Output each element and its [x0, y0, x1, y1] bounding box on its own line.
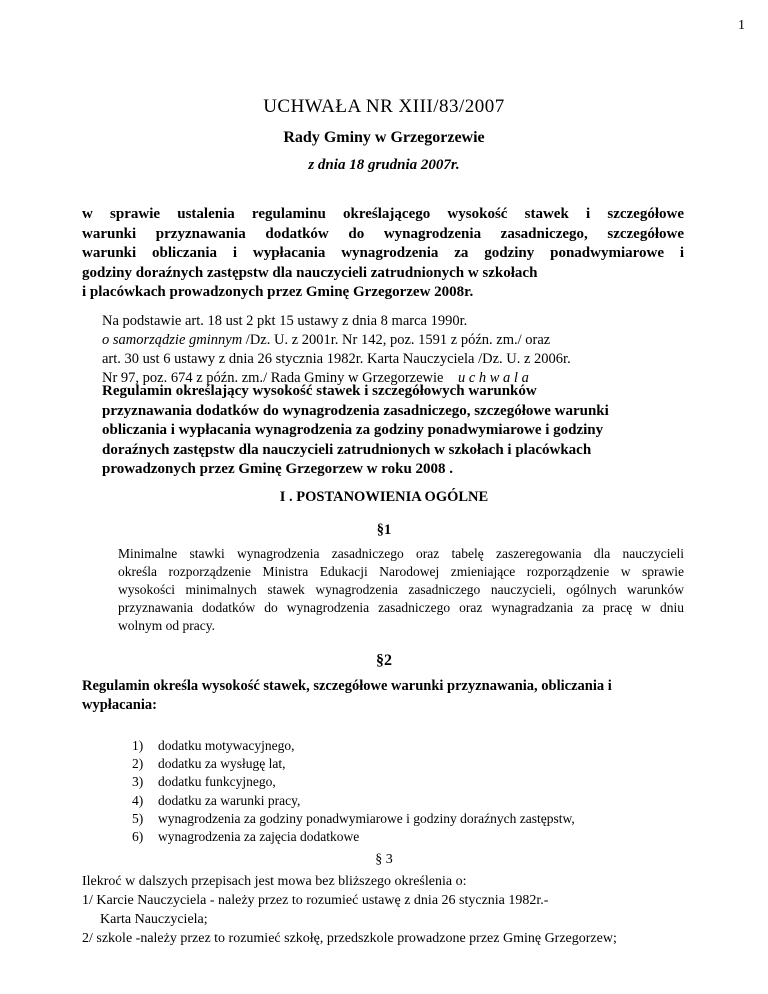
list-item-number: 6) [132, 829, 144, 845]
list-item-text: dodatku funkcyjnego, [158, 774, 276, 790]
regulation-title-line: obliczania i wypłacania wynagrodzenia za godziny ponadwymiarowe i godziny [102, 422, 604, 438]
regulation-title-paragraph [102, 382, 672, 480]
list-item-text: dodatku motywacyjnego, [158, 738, 295, 753]
paragraph-1-title: §1 [376, 522, 392, 538]
page-number: 1 [738, 18, 745, 33]
list-item [132, 828, 692, 846]
subject-paragraph [82, 205, 684, 303]
paragraph-2-title: §2 [376, 652, 392, 669]
list-item [132, 737, 692, 755]
subject-line: i placówkach prowadzonych przez Gminę Grzegorzew 2008r. [82, 284, 474, 300]
subject-line: godziny doraźnych zastępstw dla nauczycieli zatrudnionych w szkołach [82, 264, 538, 281]
regulation-title-line: prowadzonych przez Gminę Grzegorzew w roku 2008 . [102, 461, 454, 477]
legal-basis-citation: Nr 97, poz. 674 z późn. zm./ Rada Gminy w Grzegorzewie [102, 370, 444, 386]
section-heading: I . POSTANOWIENIA OGÓLNE [279, 489, 489, 505]
allowance-list [132, 737, 692, 846]
regulation-title-line: Regulamin określający wysokość stawek i szczegółowych warunków [102, 383, 537, 399]
paragraph-3-title: § 3 [375, 852, 393, 867]
paragraph-2-intro-line: wypłacania: [82, 697, 157, 713]
legal-basis-citation: /Dz. U. z 2001r. Nr 142, poz. 1591 z późn. zm./ oraz [242, 332, 551, 348]
list-item-number: 3) [132, 774, 144, 790]
subject-line: warunki obliczania i wypłacania wynagrodzenia za godziny ponadwymiarowe i [82, 245, 684, 261]
act-name: o samorządzie gminnym [102, 332, 243, 348]
list-item-number: 2) [132, 756, 144, 772]
list-item-number: 5) [132, 810, 144, 826]
paragraph-2-intro-line: Regulamin określa wysokość stawek, szczegółowe warunki przyznawania, obliczania i [82, 678, 612, 694]
paragraph-3-text [82, 872, 722, 948]
paragraph-2-intro [82, 677, 684, 715]
council-name: Rady Gminy w Grzegorzewie [283, 129, 485, 146]
list-item-number: 4) [132, 792, 144, 808]
list-item [132, 773, 692, 791]
paragraph-1-line: wolnym od pracy. [118, 618, 215, 633]
paragraph-1-line: przyznawania dodatków do wynagrodzenia zasadniczego oraz wynagradzania za pracę w dniu [118, 600, 684, 615]
subject-line: warunki przyznawania dodatków do wynagrodzenia zasadniczego, szczegółowe [82, 225, 684, 242]
paragraph-3-line: 2/ szkole -należy przez to rozumieć szkołę, przedszkole prowadzone przez Gminę Grzegorzew; [82, 931, 617, 946]
resolves-word: u c h w a l a [457, 370, 529, 386]
list-item-text: dodatku za warunki pracy, [158, 792, 301, 808]
paragraph-3-line: 1/ Karcie Nauczyciela - należy przez to rozumieć ustawę z dnia 26 stycznia 1982r.- [82, 893, 549, 908]
list-item-text: wynagrodzenia za zajęcia dodatkowe [158, 829, 360, 845]
list-item [132, 810, 692, 828]
list-item-text: dodatku za wysługę lat, [158, 756, 286, 772]
resolution-date: z dnia 18 grudnia 2007r. [308, 157, 460, 173]
list-item-number: 1) [132, 738, 144, 753]
legal-basis-line: art. 30 ust 6 ustawy z dnia 26 stycznia 1982r. Karta Nauczyciela /Dz. U. z 2006r. [102, 351, 571, 367]
list-item-text: wynagrodzenia za godziny ponadwymiarowe i godziny doraźnych zastępstw, [158, 810, 575, 826]
paragraph-1-text [118, 545, 684, 635]
list-item [132, 755, 692, 773]
paragraph-1-line: wysokości minimalnych stawek wynagrodzenia zasadniczego nauczycieli, ogólnych warunków [118, 582, 684, 597]
subject-line: w sprawie ustalenia regulaminu określającego wysokość stawek i szczegółowe [82, 206, 684, 222]
list-item [132, 792, 692, 810]
regulation-title-line: doraźnych zastępstw dla nauczycieli zatrudnionych w szkołach i placówkach [102, 441, 592, 458]
resolution-title: UCHWAŁA NR XIII/83/2007 [263, 96, 505, 117]
regulation-title-line: przyznawania dodatków do wynagrodzenia zasadniczego, szczegółowe warunki [102, 402, 609, 419]
legal-basis-line: Na podstawie art. 18 ust 2 pkt 15 ustawy z dnia 8 marca 1990r. [102, 313, 468, 329]
paragraph-1-line: Minimalne stawki wynagrodzenia zasadniczego oraz tabelę zaszeregowania dla nauczycieli [118, 546, 684, 561]
paragraph-3-line: Ilekroć w dalszych przepisach jest mowa bez bliższego określenia o: [82, 874, 467, 889]
paragraph-1-line: określa rozporządzenie Ministra Edukacji Narodowej zmieniające rozporządzenie w sprawie [118, 564, 684, 579]
legal-basis-paragraph [102, 312, 672, 388]
legal-basis-line [102, 331, 672, 350]
paragraph-3-line: Karta Nauczyciela; [100, 912, 208, 927]
